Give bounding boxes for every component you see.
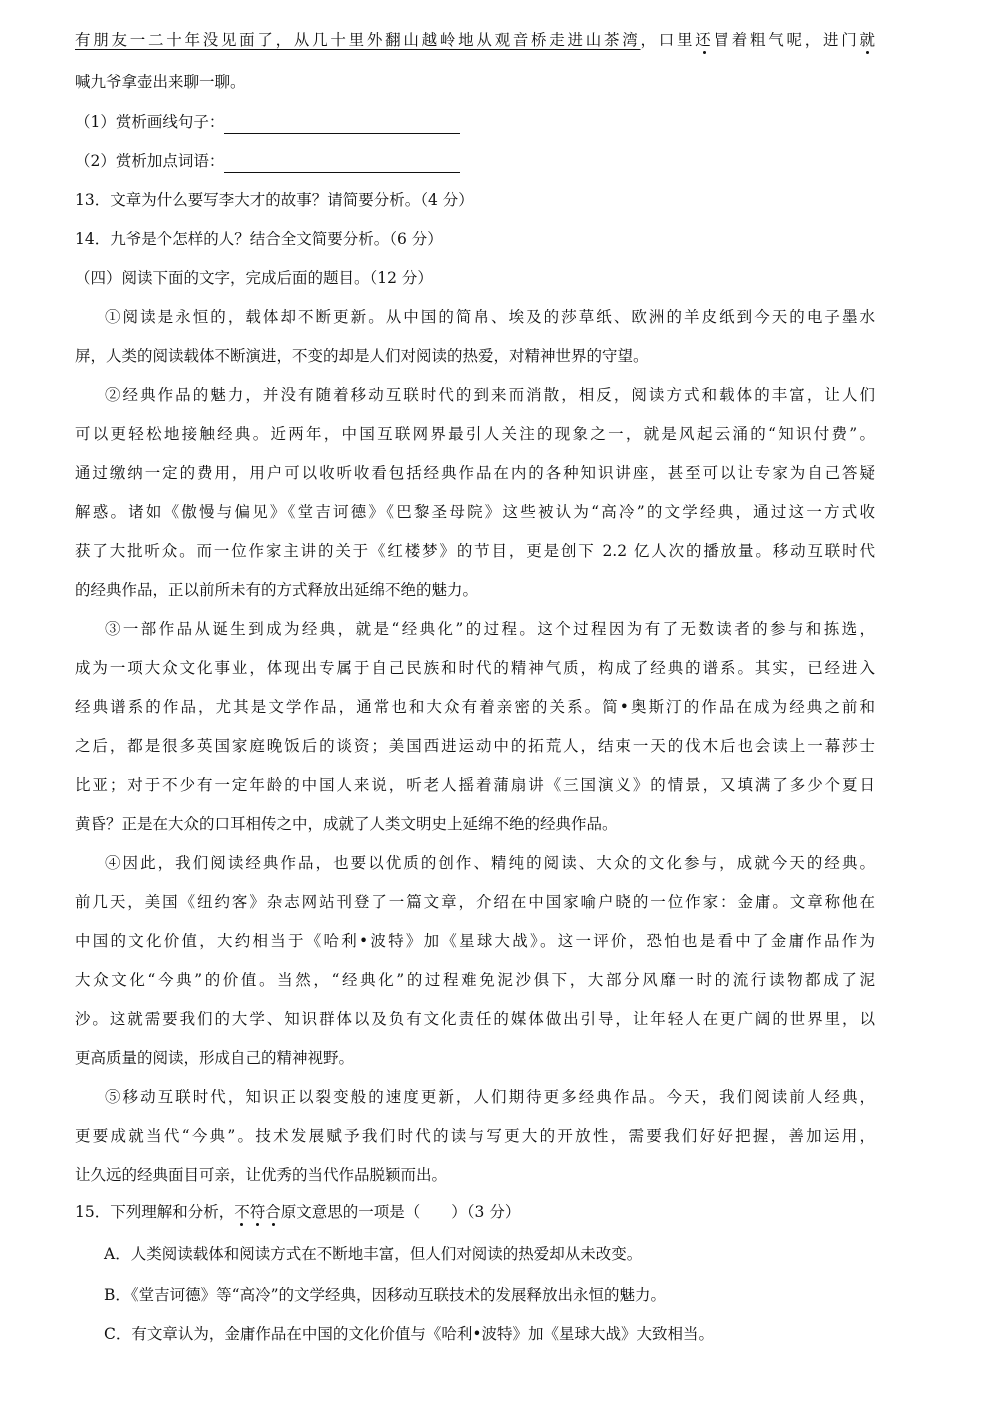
passage-line: 让久远的经典面目可亲，让优秀的当代作品脱颖而出。: [75, 1166, 448, 1184]
passage-line: ①阅读是永恒的，载体却不断更新。从中国的简帛、埃及的莎草纸、欧洲的羊皮纸到今天的电子墨水: [105, 308, 875, 326]
passage-line: 成为一项大众文化事业，体现出专属于自己民族和时代的精神气质，构成了经典的谱系。其实，已经进入: [75, 659, 875, 677]
option-c[interactable]: C．有文章认为，金庸作品在中国的文化价值与《哈利•波特》加《星球大战》大致相当。: [104, 1325, 715, 1343]
answer-blank-2[interactable]: [224, 156, 460, 173]
passage-line: 经典谱系的作品，尤其是文学作品，通常也和大众有着亲密的关系。简•奥斯汀的作品在成为经典之前和: [75, 698, 875, 716]
passage-line: 黄昏？正是在大众的口耳相传之中，成就了人类文明史上延绵不绝的经典作品。: [75, 815, 618, 833]
passage-line: 屏，人类的阅读载体不断演进，不变的却是人们对阅读的热爱，对精神世界的守望。: [75, 347, 649, 365]
passage-line: ④因此，我们阅读经典作品，也要以优质的创作、精纯的阅读、大众的文化参与，成就今天的经典。: [105, 854, 875, 872]
passage-line: 中国的文化价值，大约相当于《哈利•波特》加《星球大战》。这一评价，恐怕也是看中了金庸作品作为: [75, 932, 875, 950]
passage-line: ②经典作品的魅力，并没有随着移动互联时代的到来而消散，相反，阅读方式和载体的丰富，让人们: [105, 386, 875, 404]
dotted-word-2: 就: [859, 31, 875, 49]
passage-line: 获了大批听众。而一位作家主讲的关于《红楼梦》的节目，更是创下 2.2 亿人次的播放量。移动互联时代: [75, 542, 875, 560]
question-13: 13．文章为什么要写李大才的故事？请简要分析。（4 分）: [75, 191, 474, 209]
section-4-heading: （四）阅读下面的文字，完成后面的题目。（12 分）: [75, 269, 433, 287]
passage-line: 前几天，美国《纽约客》杂志网站刊登了一篇文章，介绍在中国家喻户晓的一位作家：金庸。文章称他在: [75, 893, 875, 911]
passage-line: 之后，都是很多英国家庭晚饭后的谈资；美国西进运动中的拓荒人，结束一天的伐木后也会读上一幕莎士: [75, 737, 875, 755]
underlined-sentence: 有朋友一二十年没见面了，从几十里外翻山越岭地从观音桥走进山茶湾: [75, 31, 641, 49]
passage-line: 通过缴纳一定的费用，用户可以收听收看包括经典作品在内的各种知识讲座，甚至可以让专家为自己答疑: [75, 464, 875, 482]
passage-line: 更高质量的阅读，形成自己的精神视野。: [75, 1049, 355, 1067]
question-12-2: （2）赏析加点词语：: [75, 149, 875, 173]
dotted-word-1: 还: [695, 31, 714, 49]
passage-line: 更要成就当代“今典”。技术发展赋予我们时代的读与写更大的开放性，需要我们好好把握，善加运用，: [75, 1127, 875, 1145]
passage-line: 沙。这就需要我们的大学、知识群体以及负有文化责任的媒体做出引导，让年轻人在更广阔的世界里，以: [75, 1010, 875, 1028]
passage-line: 比亚；对于不少有一定年龄的中国人来说，听老人摇着蒲扇讲《三国演义》的情景，又填满了多少个夏日: [75, 776, 875, 794]
question-15: 15．下列理解和分析，不符合原文意思的一项是（ ）（3 分）: [75, 1203, 521, 1221]
intro-line-1: 有朋友一二十年没见面了，从几十里外翻山越岭地从观音桥走进山茶湾，口里还冒着粗气呢，进门就: [75, 31, 875, 49]
passage-line: 解惑。诸如《傲慢与偏见》《堂吉诃德》《巴黎圣母院》这些被认为“高冷”的文学经典，通过这一方式收: [75, 503, 875, 521]
question-12-1: （1）赏析画线句子：: [75, 110, 875, 134]
option-a[interactable]: A．人类阅读载体和阅读方式在不断地丰富，但人们对阅读的热爱却从未改变。: [104, 1245, 643, 1263]
passage-line: ③一部作品从诞生到成为经典，就是“经典化”的过程。这个过程因为有了无数读者的参与和拣选，: [105, 620, 875, 638]
question-14: 14．九爷是个怎样的人？结合全文简要分析。（6 分）: [75, 230, 443, 248]
passage-line: ⑤移动互联时代，知识正以裂变般的速度更新，人们期待更多经典作品。今天，我们阅读前人经典，: [105, 1088, 875, 1106]
option-b[interactable]: B．《堂吉诃德》等“高冷”的文学经典，因移动互联技术的发展释放出永恒的魅力。: [104, 1286, 666, 1304]
passage-line: 的经典作品，正以前所未有的方式释放出延绵不绝的魅力。: [75, 581, 479, 599]
answer-blank-1[interactable]: [224, 117, 460, 134]
passage-line: 可以更轻松地接触经典。近两年，中国互联网界最引人关注的现象之一，就是风起云涌的“知识付费”。: [75, 425, 875, 443]
intro-line-2: 喊九爷拿壶出来聊一聊。: [75, 73, 246, 91]
passage-line: 大众文化“今典”的价值。当然，“经典化”的过程难免泥沙俱下，大部分风靡一时的流行读物都成了泥: [75, 971, 875, 989]
